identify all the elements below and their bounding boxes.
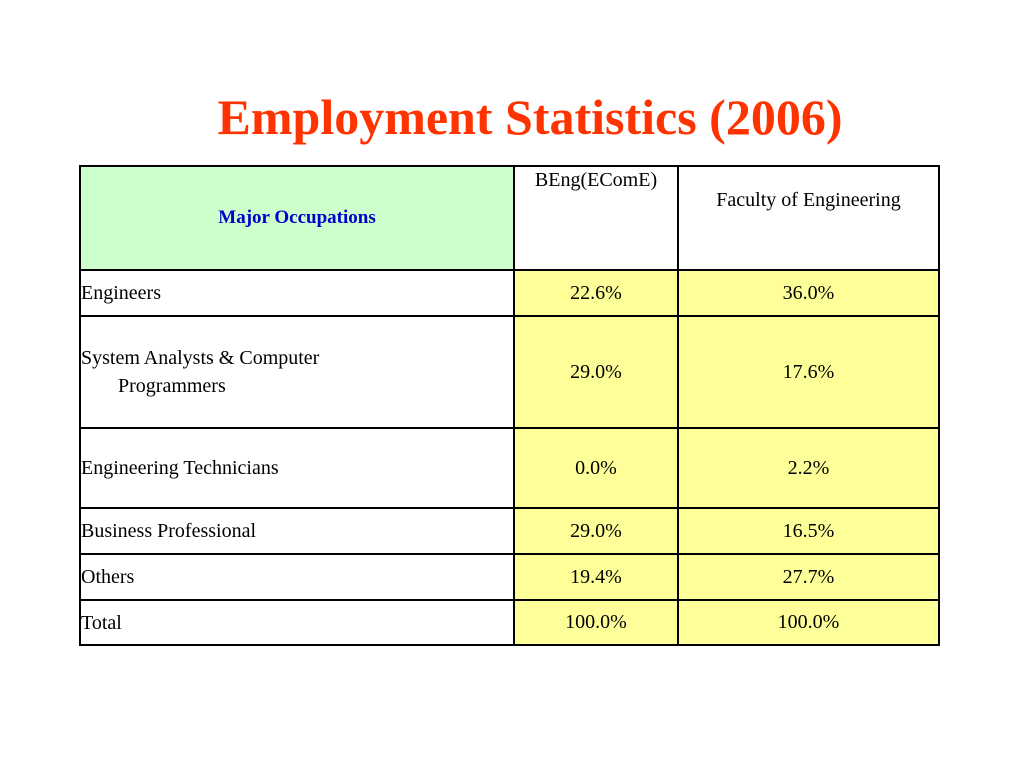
faculty-value: 36.0% xyxy=(678,270,939,316)
beng-value: 29.0% xyxy=(514,508,678,554)
beng-value: 0.0% xyxy=(514,428,678,508)
faculty-value: 17.6% xyxy=(678,316,939,428)
table-row xyxy=(80,428,939,508)
beng-value: 29.0% xyxy=(514,316,678,428)
row-label: Business Professional xyxy=(80,508,514,554)
table-row xyxy=(80,508,939,554)
beng-value: 22.6% xyxy=(514,270,678,316)
row-label: Engineers xyxy=(80,270,514,316)
faculty-value: 100.0% xyxy=(678,600,939,645)
employment-stats-table xyxy=(79,165,940,646)
beng-value: 100.0% xyxy=(514,600,678,645)
row-label xyxy=(80,316,514,428)
table-header-row xyxy=(80,166,939,270)
faculty-of-engineering-header: Faculty of Engineering xyxy=(678,166,939,270)
major-occupations-header: Major Occupations xyxy=(80,166,514,270)
beng-ecome-header: BEng(EComE) xyxy=(514,166,678,270)
row-label: Engineering Technicians xyxy=(80,428,514,508)
beng-value: 19.4% xyxy=(514,554,678,600)
table-row-total xyxy=(80,600,939,645)
faculty-value: 27.7% xyxy=(678,554,939,600)
row-label-line1: System Analysts & Computer xyxy=(81,347,320,369)
table-row xyxy=(80,270,939,316)
row-label-line2: Programmers xyxy=(118,375,226,397)
faculty-value: 2.2% xyxy=(678,428,939,508)
faculty-value: 16.5% xyxy=(678,508,939,554)
row-label: Total xyxy=(80,600,514,645)
slide-title: Employment Statistics (2006) xyxy=(217,89,843,145)
table-row xyxy=(80,316,939,428)
row-label: Others xyxy=(80,554,514,600)
table-row xyxy=(80,554,939,600)
